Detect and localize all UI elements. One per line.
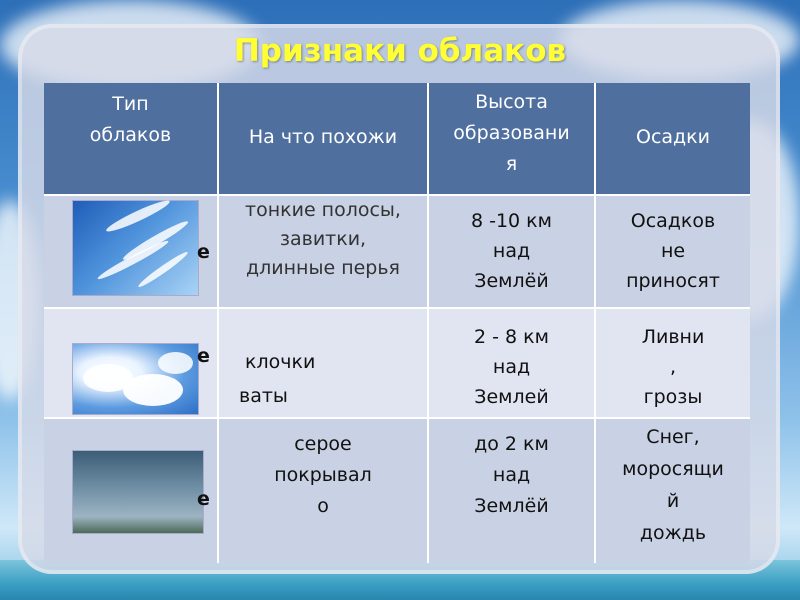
row-precipitation xyxy=(596,421,750,549)
precip-line: не xyxy=(660,240,686,262)
looks-like-line: длинные перья xyxy=(245,257,400,279)
height-line: Землей xyxy=(474,386,549,408)
header-type xyxy=(44,89,217,151)
height-line: над xyxy=(492,464,531,486)
precip-line: й xyxy=(666,490,680,512)
header-height-line: Высота xyxy=(475,91,548,113)
precip-line: моросящи xyxy=(622,458,724,480)
row-height xyxy=(429,206,594,296)
looks-like-line: завитки, xyxy=(279,228,367,250)
stratus-cloud-photo xyxy=(72,450,204,534)
looks-like-line: клочки xyxy=(245,351,316,373)
cumulus-cloud-photo xyxy=(72,343,199,415)
precip-line: приносят xyxy=(626,270,720,292)
height-line: до 2 км xyxy=(474,433,549,455)
height-line: над xyxy=(492,240,531,262)
height-line: 8 -10 км xyxy=(470,210,552,232)
row-divider xyxy=(44,307,750,309)
row-looks-like xyxy=(239,345,329,413)
height-line: 2 - 8 км xyxy=(474,326,549,348)
slide-title: Признаки облаков xyxy=(233,33,567,69)
height-line: над xyxy=(492,356,531,378)
header-looks-like: На что похожи xyxy=(248,126,398,148)
row-height xyxy=(429,322,594,412)
precip-line: дождь xyxy=(639,522,707,544)
header-height-line: образовани xyxy=(453,122,570,144)
header-type-line: облаков xyxy=(89,124,172,146)
height-line: Землёй xyxy=(474,270,549,292)
looks-like-line: ваты xyxy=(239,385,288,407)
looks-like-line: покрывал xyxy=(274,464,372,486)
header-type-line: Тип xyxy=(112,93,149,115)
clouds-table xyxy=(44,83,750,563)
row-divider xyxy=(44,417,750,419)
looks-like-line: тонкие полосы, xyxy=(245,199,401,221)
precip-line: Ливни xyxy=(641,326,705,348)
row-looks-like xyxy=(219,429,427,522)
looks-like-line: серое xyxy=(294,433,352,455)
cirrus-cloud-photo xyxy=(72,200,199,296)
header-height-line: я xyxy=(505,153,518,175)
row-precipitation xyxy=(596,322,750,412)
row-height xyxy=(429,429,594,522)
precip-line: грозы xyxy=(643,386,703,408)
row-looks-like xyxy=(219,196,427,283)
precip-line: Снег, xyxy=(646,426,700,448)
looks-like-line: о xyxy=(317,495,329,517)
row-type-suffix: е xyxy=(197,345,210,367)
row-precipitation xyxy=(596,206,750,296)
header-height xyxy=(429,87,594,180)
header-precipitation: Осадки xyxy=(635,126,710,148)
row-type-suffix: е xyxy=(197,241,210,263)
row-type-suffix: е xyxy=(197,488,210,510)
height-line: Землёй xyxy=(474,495,549,517)
precip-line: , xyxy=(669,356,677,378)
precip-line: Осадков xyxy=(630,210,716,232)
